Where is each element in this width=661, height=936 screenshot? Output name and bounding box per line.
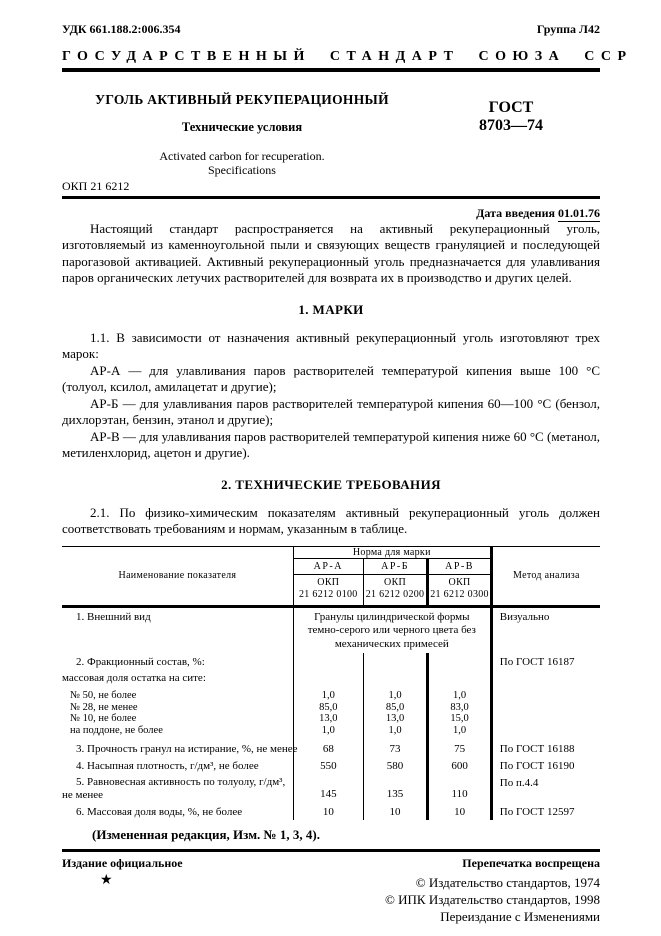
sieve-name: на поддоне, не более — [70, 724, 163, 736]
value-ar-v: 15,0 — [428, 713, 491, 725]
value-ar-a: 68 — [293, 740, 363, 757]
sieve-name: № 10, не более — [70, 713, 137, 725]
okp-code-ar-b — [363, 574, 428, 606]
value-ar-b: 135 — [363, 774, 428, 803]
title-english-line1: Activated carbon for recuperation. — [159, 149, 325, 163]
row4-name: 4. Насыпная плотность, г/дм³, не более — [76, 760, 259, 773]
table-row-sieve-pan — [62, 725, 600, 741]
okp-code-ar-v — [428, 574, 491, 606]
value-ar-a: 145 — [293, 774, 363, 803]
value-ar-v: 110 — [428, 774, 491, 803]
brand-header-ar-a: АР-А — [293, 558, 363, 574]
reprint-prohibited-label: Перепечатка воспрещена — [462, 856, 600, 871]
copyright-line-1974: © Издательство стандартов, 1974 — [415, 875, 600, 891]
section2-heading: 2. ТЕХНИЧЕСКИЕ ТРЕБОВАНИЯ — [221, 476, 441, 492]
gost-number-block — [422, 92, 600, 178]
value-ar-b: 73 — [363, 740, 428, 757]
table-row-fraction-heading — [62, 653, 600, 670]
document-title: УГОЛЬ АКТИВНЫЙ РЕКУПЕРАЦИОННЫЙ — [95, 92, 389, 107]
official-edition-label: Издание официальное — [62, 856, 183, 871]
reissue-note: Переиздание с Изменениями — [440, 909, 600, 925]
divider-rule-title — [62, 196, 600, 199]
value-ar-v: 1,0 — [428, 686, 491, 702]
row1-name: 1. Внешний вид — [76, 610, 151, 623]
value-ar-b: 1,0 — [363, 725, 428, 741]
row2-method: По ГОСТ 16187 — [491, 653, 600, 670]
divider-rule-footer — [62, 849, 600, 852]
value-ar-v: 10 — [428, 803, 491, 820]
footer-row — [62, 856, 600, 871]
footer-bottom — [62, 874, 600, 925]
table-row-water-content — [62, 803, 600, 820]
row4-method: По ГОСТ 16190 — [491, 757, 600, 774]
table-header-row-1 — [62, 546, 600, 558]
row3-method: По ГОСТ 16188 — [491, 740, 600, 757]
row1-method: Визуально — [491, 606, 600, 653]
row2-subheading: массовая доля остатка на сите: — [62, 672, 206, 685]
row6-method: По ГОСТ 12597 — [491, 803, 600, 820]
document-title-english — [62, 149, 422, 178]
group-code: Группа Л42 — [536, 22, 600, 36]
title-block — [62, 92, 600, 178]
star-icon: ★ — [100, 873, 113, 889]
value-ar-a: 13,0 — [293, 713, 363, 725]
brand-header-ar-b: АР-Б — [363, 558, 428, 574]
row5-name-line2: не менее — [62, 789, 104, 802]
okp-code-ar-a — [293, 574, 363, 606]
clause-2-1: 2.1. По физико-химическим показателям активный рекуперационный уголь должен соответствовать требованиям и нормам, указанным в таблице. — [62, 504, 600, 537]
value-ar-a: 1,0 — [293, 686, 363, 702]
value-ar-b: 85,0 — [363, 702, 428, 714]
col-header-method: Метод анализа — [491, 546, 600, 606]
sieve-name: № 28, не менее — [70, 701, 138, 713]
okp-code-value: 21 6212 0300 — [430, 589, 489, 601]
value-ar-v: 600 — [428, 757, 491, 774]
col-header-norm-group: Норма для марки — [293, 546, 491, 558]
col-header-name: Наименование показателя — [62, 546, 293, 606]
row5-name — [62, 774, 293, 803]
effective-date-value: 01.01.76 — [558, 205, 600, 220]
intro-paragraph: Настоящий стандарт распространяется на активный рекуперационный уголь, изготовляемый из каменноугольной пыли и связующих веществ грануляцией и последующей парогазовой активацией. Активный рекуперационный уголь предназначается для улавливания паров органических летучих растворителей для возврата их в производство и других целей. — [62, 220, 600, 286]
sieve-name: № 50, не более — [70, 690, 137, 702]
row5-name-line1: 5. Равновесная активность по толуолу, г/дм³, — [76, 776, 286, 789]
row2-name: 2. Фракционный состав, %: — [76, 656, 205, 669]
okp-code-value: 21 6212 0100 — [299, 589, 358, 601]
okp-label: ОКП — [448, 576, 471, 588]
table-row-fraction-sub — [62, 670, 600, 686]
title-left — [62, 92, 422, 178]
row5-method: По п.4.4 — [491, 774, 600, 803]
okp-label: ОКП — [317, 576, 340, 588]
okp-code-value: 21 6212 0200 — [365, 589, 425, 601]
mark-ar-v: АР-В — для улавливания паров растворителей температурой кипения ниже 60 °С (метанол, метиленхлорид, ацетон и другие). — [62, 428, 600, 461]
value-ar-b: 1,0 — [363, 686, 428, 702]
table-row-sieve-28 — [62, 702, 600, 714]
revision-note: (Измененная редакция, Изм. № 1, 3, 4). — [92, 827, 320, 843]
value-ar-a: 10 — [293, 803, 363, 820]
udk-code: УДК 661.188.2:006.354 — [62, 22, 181, 36]
table-row-appearance — [62, 606, 600, 653]
table-row-sieve-50 — [62, 686, 600, 702]
effective-date-label: Дата введения — [476, 205, 555, 220]
value-ar-b: 13,0 — [363, 713, 428, 725]
mark-ar-b: АР-Б — для улавливания паров растворителей температурой кипения 60—100 °С (бензол, дихлорэтан, бензин, этанол и другие); — [62, 395, 600, 428]
title-english-line2: Specifications — [208, 163, 276, 178]
effective-date-line — [62, 206, 600, 221]
value-ar-a: 1,0 — [293, 725, 363, 741]
standard-org-title: ГОСУДАРСТВЕННЫЙ СТАНДАРТ СОЮЗА ССР — [62, 49, 633, 64]
spec-table — [62, 546, 600, 821]
divider-rule-top — [62, 68, 600, 72]
value-ar-b: 10 — [363, 803, 428, 820]
table-row-bulk-density — [62, 757, 600, 774]
okp-code: ОКП 21 6212 — [62, 178, 130, 193]
clause-1-1: 1.1. В зависимости от назначения активный рекуперационный уголь изготовляют трех марок: — [62, 329, 600, 362]
document-subtitle: Технические условия — [181, 120, 303, 134]
gost-label: ГОСТ — [488, 99, 534, 116]
row6-name: 6. Массовая доля воды, %, не более — [76, 806, 243, 819]
brand-header-ar-v: АР-В — [428, 558, 491, 574]
table-row-sieve-10 — [62, 713, 600, 725]
okp-label: ОКП — [384, 576, 407, 588]
value-ar-v: 1,0 — [428, 725, 491, 741]
value-ar-v: 75 — [428, 740, 491, 757]
value-ar-a: 85,0 — [293, 702, 363, 714]
value-ar-a: 550 — [293, 757, 363, 774]
table-row-abrasion — [62, 740, 600, 757]
copyright-line-1998: © ИПК Издательство стандартов, 1998 — [385, 892, 600, 908]
row1-value: Гранулы цилиндрической формы темно-серого или черного цвета без механических примесей — [293, 606, 491, 653]
table-row-toluene-activity — [62, 774, 600, 803]
top-codes-row — [62, 22, 600, 37]
copyright-block — [385, 874, 600, 925]
section1-heading: 1. МАРКИ — [298, 301, 364, 317]
value-ar-b: 580 — [363, 757, 428, 774]
value-ar-v: 83,0 — [428, 702, 491, 714]
row3-name: 3. Прочность гранул на истирание, %, не менее — [76, 743, 298, 756]
mark-ar-a: АР-А — для улавливания паров растворителей температурой кипения выше 100 °С (толуол, ксилол, амилацетат и другие); — [62, 362, 600, 395]
gost-number: 8703—74 — [479, 117, 543, 135]
